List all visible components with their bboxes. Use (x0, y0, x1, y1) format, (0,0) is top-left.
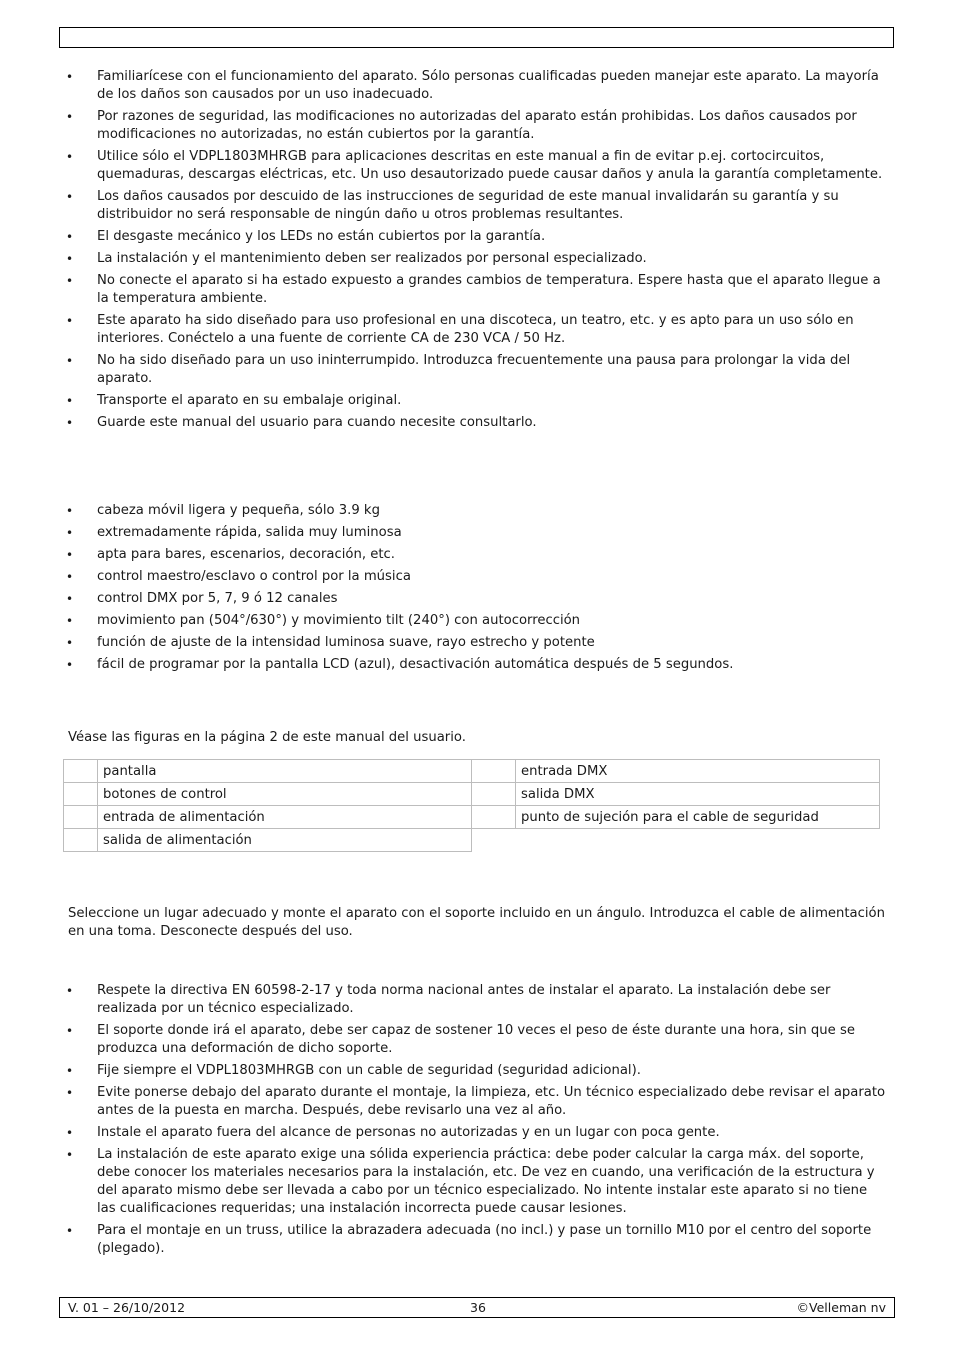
table-row (64, 806, 880, 829)
header-box (59, 27, 894, 48)
table-cell-label: salida de alimentación (98, 829, 472, 852)
page-number: 36 (470, 1300, 486, 1315)
safety-list (66, 68, 888, 436)
table-cell-empty (472, 829, 880, 852)
list-item: • Instale el aparato fuera del alcance de personas no autorizadas y en un lugar con poca gente. (66, 1124, 888, 1142)
select-paragraph: Seleccione un lugar adecuado y monte el aparato con el soporte incluido en un ángulo. Introduzca el cable de alimentación en una toma. Desconecte después del uso. (68, 906, 885, 939)
list-item: • función de ajuste de la intensidad luminosa suave, rayo estrecho y potente (66, 634, 888, 652)
footer-copyright: ©Velleman nv (796, 1300, 886, 1315)
table-row (64, 760, 880, 783)
list-item: • No ha sido diseñado para un uso ininterrumpido. Introduzca frecuentemente una pausa para prolongar la vida del aparato. (66, 352, 888, 388)
list-item: • El soporte donde irá el aparato, debe ser capaz de sostener 10 veces el peso de éste durante una hora, sin que se produzca una deformación de dicho soporte. (66, 1022, 888, 1058)
list-item: • Los daños causados por descuido de las instrucciones de seguridad de este manual invalidarán su garantía y su distribuidor no será responsable de ningún daño u otros problemas resultantes. (66, 188, 888, 224)
list-item: • cabeza móvil ligera y pequeña, sólo 3.9 kg (66, 502, 888, 520)
install-list (66, 982, 888, 1262)
list-item: • No conecte el aparato si ha estado expuesto a grandes cambios de temperatura. Espere hasta que el aparato llegue a la temperatura ambiente. (66, 272, 888, 308)
footer-version: V. 01 – 26/10/2012 (68, 1300, 186, 1315)
figures-note: Véase las figuras en la página 2 de este manual del usuario. (68, 730, 466, 745)
list-item: • Fije siempre el VDPL1803MHRGB con un cable de seguridad (seguridad adicional). (66, 1062, 888, 1080)
table-cell-number (64, 783, 98, 806)
table-cell-number (472, 783, 516, 806)
features-list (66, 502, 888, 678)
table-cell-number (64, 760, 98, 783)
list-item: • Evite ponerse debajo del aparato durante el montaje, la limpieza, etc. Un técnico especializado debe revisar el aparato antes de la puesta en marcha. Después, debe revisarlo una vez al año. (66, 1084, 888, 1120)
list-item: • Utilice sólo el VDPL1803MHRGB para aplicaciones descritas en este manual a fin de evitar p.ej. cortocircuitos, quemaduras, descargas eléctricas, etc. Un uso desautorizado puede causar daños y anula la garantía completamente. (66, 148, 888, 184)
table-cell-number (472, 760, 516, 783)
table-cell-label: punto de sujeción para el cable de seguridad (516, 806, 880, 829)
table-cell-label: pantalla (98, 760, 472, 783)
table-cell-number (64, 806, 98, 829)
table-cell-label: salida DMX (516, 783, 880, 806)
table-cell-label: botones de control (98, 783, 472, 806)
list-item: • apta para bares, escenarios, decoración, etc. (66, 546, 888, 564)
list-item: • La instalación y el mantenimiento deben ser realizados por personal especializado. (66, 250, 888, 268)
page-footer (59, 1297, 895, 1318)
list-item: • control maestro/esclavo o control por la música (66, 568, 888, 586)
table-cell-label: entrada DMX (516, 760, 880, 783)
list-item: • control DMX por 5, 7, 9 ó 12 canales (66, 590, 888, 608)
list-item: • Respete la directiva EN 60598-2-17 y toda norma nacional antes de instalar el aparato. La instalación debe ser realizada por un técnico especializado. (66, 982, 888, 1018)
list-item: • Para el montaje en un truss, utilice la abrazadera adecuada (no incl.) y pase un tornillo M10 por el centro del soporte (plegado). (66, 1222, 888, 1258)
table-cell-label: entrada de alimentación (98, 806, 472, 829)
list-item: • extremadamente rápida, salida muy luminosa (66, 524, 888, 542)
list-item: • Guarde este manual del usuario para cuando necesite consultarlo. (66, 414, 888, 432)
table-cell-number (64, 829, 98, 852)
list-item: • Transporte el aparato en su embalaje original. (66, 392, 888, 410)
list-item: • El desgaste mecánico y los LEDs no están cubiertos por la garantía. (66, 228, 888, 246)
list-item: • La instalación de este aparato exige una sólida experiencia práctica: debe poder calcular la carga máx. del soporte, debe conocer los materiales necesarios para la instalación, etc. De vez en cuando, una verificación de la estructura y del aparato mismo debe ser llevada a cabo por un técnico especializado. No intente instalar este aparato si no tiene las cualificaciones requeridas; una instalación incorrecta puede causar lesiones. (66, 1146, 888, 1218)
table-row (64, 783, 880, 806)
table-row (64, 829, 880, 852)
list-item: • fácil de programar por la pantalla LCD (azul), desactivación automática después de 5 segundos. (66, 656, 888, 674)
list-item: • Este aparato ha sido diseñado para uso profesional en una discoteca, un teatro, etc. y es apto para un uso sólo en interiores. Conéctelo a una fuente de corriente CA de 230 VCA / 50 Hz. (66, 312, 888, 348)
list-item: • movimiento pan (504°/630°) y movimiento tilt (240°) con autocorrección (66, 612, 888, 630)
parts-table (63, 759, 880, 852)
list-item: • Por razones de seguridad, las modificaciones no autorizadas del aparato están prohibidas. Los daños causados por modificaciones no autorizadas, no están cubiertos por la garantía. (66, 108, 888, 144)
list-item: • Familiarícese con el funcionamiento del aparato. Sólo personas cualificadas pueden manejar este aparato. La mayoría de los daños son causados por un uso inadecuado. (66, 68, 888, 104)
table-cell-number (472, 806, 516, 829)
